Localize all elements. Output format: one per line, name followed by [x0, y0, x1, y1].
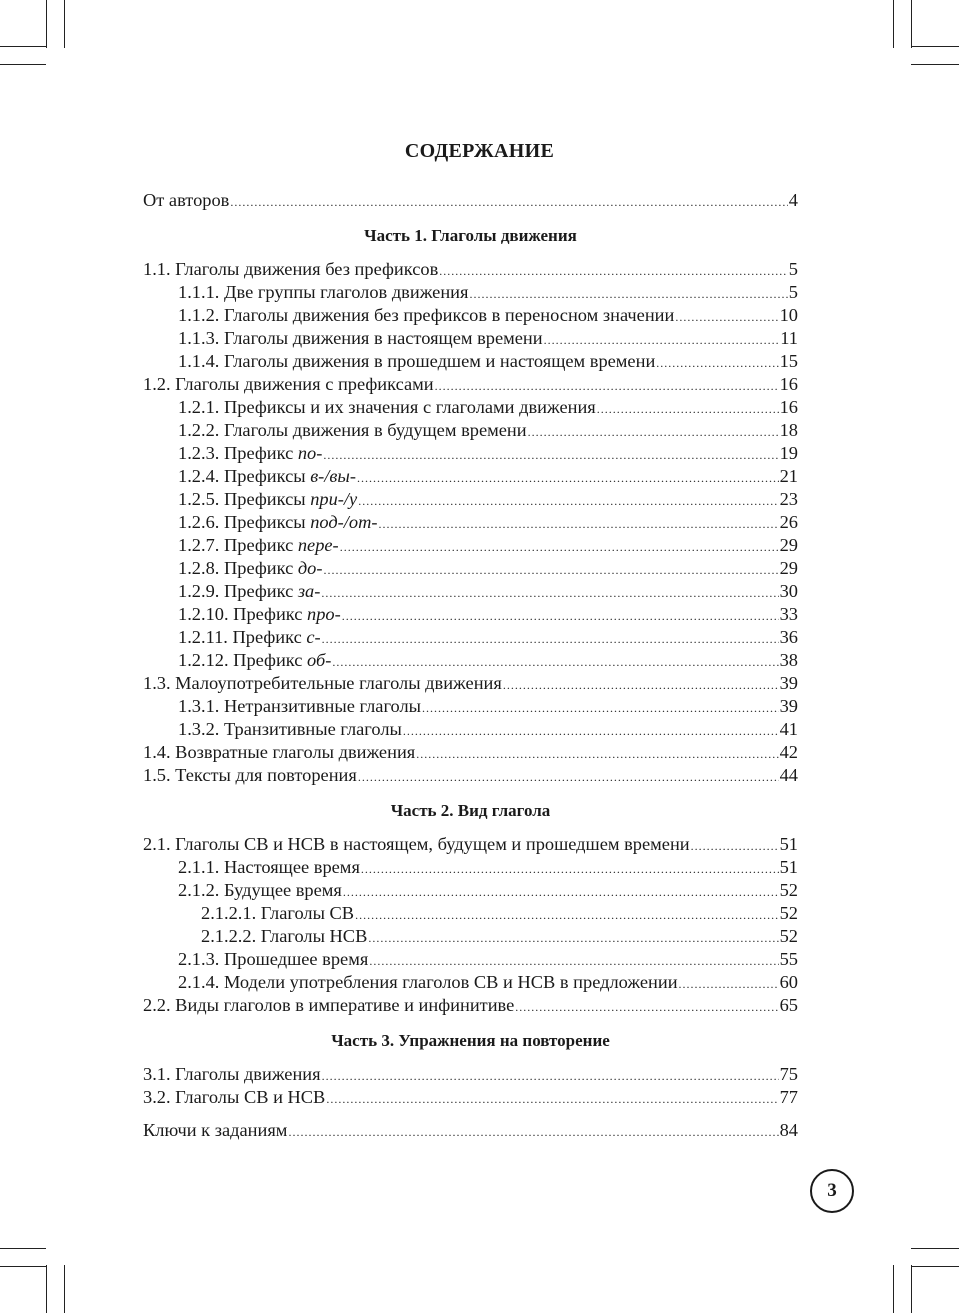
toc-page-number: 10 [779, 305, 798, 325]
dot-leader [230, 191, 787, 214]
toc-page-number: 5 [788, 282, 798, 302]
dot-leader [355, 904, 779, 927]
toc-entry-label: 3.2. Глаголы СВ и НСВ [143, 1087, 326, 1107]
toc-page-number: 36 [779, 627, 798, 647]
dot-leader [597, 398, 779, 421]
toc-entry[interactable] [143, 603, 798, 626]
dot-leader [340, 536, 779, 559]
toc-entry[interactable] [143, 189, 798, 212]
toc-page-number: 60 [779, 972, 798, 992]
toc-entry-label: 1.2. Глаголы движения с префиксами [143, 374, 434, 394]
toc-page-number: 19 [779, 443, 798, 463]
toc-page-number: 33 [779, 604, 798, 624]
dot-leader [369, 950, 778, 973]
toc-entry-label: 1.1.1. Две группы глаголов движения [178, 282, 469, 302]
toc-entry[interactable] [143, 396, 798, 419]
dot-leader [515, 996, 778, 1019]
dot-leader [416, 743, 778, 766]
dot-leader [323, 444, 778, 467]
toc-page-number: 39 [779, 673, 798, 693]
toc-entry-label: 1.3.1. Нетранзитивные глаголы [178, 696, 422, 716]
toc-entry-label: 1.2.4. Префиксы в-/вы- [178, 466, 356, 486]
toc-entry-label: 2.1.2. Будущее время [178, 880, 342, 900]
dot-leader [675, 306, 778, 329]
toc-entry[interactable] [143, 764, 798, 787]
toc-page-number: 21 [779, 466, 798, 486]
part-heading: Часть 3. Упражнения на повторение [331, 1031, 610, 1050]
toc-entry[interactable] [143, 672, 798, 695]
toc-page-number: 30 [779, 581, 798, 601]
toc-entry-label: 1.1.4. Глаголы движения в прошедшем и настоящем времени [178, 351, 656, 371]
toc-page-number: 18 [779, 420, 798, 440]
dot-leader [679, 973, 779, 996]
toc-entry-label: 1.1.3. Глаголы движения в настоящем времени [178, 328, 543, 348]
dot-leader [322, 628, 779, 651]
toc-entry-label: 1.5. Тексты для повторения [143, 765, 357, 785]
toc-entry[interactable] [143, 1119, 798, 1142]
toc-entry-label: 2.1.2.2. Глаголы НСВ [201, 926, 368, 946]
toc-entry-label: 1.3.2. Транзитивные глаголы [178, 719, 402, 739]
toc-entry[interactable] [143, 557, 798, 580]
toc-page-number: 51 [779, 857, 798, 877]
toc-page-number: 15 [779, 351, 798, 371]
prefix-italic: за- [297, 581, 321, 601]
toc-entry-label: 1.2.1. Префиксы и их значения с глаголами движения [178, 397, 596, 417]
toc-page-number: 5 [788, 259, 798, 279]
toc-entry-label: 1.2.3. Префикс по- [178, 443, 323, 463]
toc-entry[interactable] [143, 994, 798, 1017]
toc-page-number: 42 [779, 742, 798, 762]
dot-leader [503, 674, 779, 697]
toc-entry[interactable] [143, 879, 798, 902]
prefix-italic: по- [297, 443, 323, 463]
toc-page-number: 11 [780, 328, 798, 348]
toc-entry-label: 1.4. Возвратные глаголы движения [143, 742, 416, 762]
toc-entry[interactable] [143, 741, 798, 764]
toc-page-number: 38 [779, 650, 798, 670]
toc-entry[interactable] [143, 465, 798, 488]
toc-entry-label: 2.2. Виды глаголов в императиве и инфинитиве [143, 995, 515, 1015]
toc-entry[interactable] [143, 695, 798, 718]
toc-page-number: 44 [779, 765, 798, 785]
toc-entry[interactable] [143, 856, 798, 879]
page-title: СОДЕРЖАНИЕ [404, 140, 555, 162]
toc-entry-label: 1.1.2. Глаголы движения без префиксов в переносном значении [178, 305, 675, 325]
dot-leader [544, 329, 780, 352]
dot-leader [422, 697, 779, 720]
dot-leader [321, 582, 778, 605]
toc-entry-label: 2.1.2.1. Глаголы СВ [201, 903, 355, 923]
toc-page-number: 84 [779, 1120, 798, 1140]
dot-leader [326, 1088, 778, 1111]
toc-entry-label: 1.2.12. Префикс об- [178, 650, 332, 670]
toc-entry[interactable] [143, 534, 798, 557]
prefix-italic: про- [307, 604, 341, 624]
toc-entry[interactable] [143, 925, 798, 948]
toc-page-number: 75 [779, 1064, 798, 1084]
toc-entry-label: 1.2.2. Глаголы движения в будущем времени [178, 420, 527, 440]
dot-leader [358, 766, 779, 789]
dot-leader [469, 283, 787, 306]
toc-page-number: 55 [779, 949, 798, 969]
prefix-italic: в-/вы- [310, 466, 356, 486]
table-of-contents [143, 189, 798, 1142]
toc-page-number: 29 [779, 535, 798, 555]
toc-page-number: 52 [779, 926, 798, 946]
toc-page-number: 4 [788, 190, 798, 210]
dot-leader [322, 1065, 779, 1088]
toc-entry-label: 1.2.10. Префикс про- [178, 604, 341, 624]
toc-entry[interactable] [143, 948, 798, 971]
toc-entry-label: От авторов [143, 190, 230, 210]
dot-leader [656, 352, 778, 375]
toc-page-number: 65 [779, 995, 798, 1015]
toc-entry-label: 1.1. Глаголы движения без префиксов [143, 259, 439, 279]
toc-page-number: 26 [779, 512, 798, 532]
dot-leader [358, 490, 778, 513]
dot-leader [288, 1121, 778, 1144]
dot-leader [379, 513, 779, 536]
toc-entry[interactable] [143, 718, 798, 741]
dot-leader [357, 467, 779, 490]
dot-leader [528, 421, 779, 444]
toc-entry-label: 1.3. Малоупотребительные глаголы движения [143, 673, 502, 693]
page-number: 3 [810, 1169, 854, 1213]
toc-entry[interactable] [143, 442, 798, 465]
toc-entry-label: 1.2.6. Префиксы под-/от- [178, 512, 378, 532]
toc-entry[interactable] [143, 511, 798, 534]
toc-page-number: 52 [779, 880, 798, 900]
toc-entry[interactable] [143, 971, 798, 994]
prefix-italic: под-/от- [310, 512, 378, 532]
toc-entry[interactable] [143, 1063, 798, 1086]
toc-page-number: 29 [779, 558, 798, 578]
toc-entry[interactable] [143, 626, 798, 649]
prefix-italic: до- [297, 558, 323, 578]
toc-page-number: 51 [779, 834, 798, 854]
toc-entry-label: 3.1. Глаголы движения [143, 1064, 321, 1084]
toc-entry-label: 2.1.4. Модели употребления глаголов СВ и НСВ в предложении [178, 972, 678, 992]
toc-entry[interactable] [143, 488, 798, 511]
toc-entry[interactable] [143, 419, 798, 442]
toc-entry-label: 1.2.8. Префикс до- [178, 558, 323, 578]
dot-leader [323, 559, 778, 582]
dot-leader [343, 881, 779, 904]
toc-entry[interactable] [143, 258, 798, 281]
toc-page-number: 39 [779, 696, 798, 716]
part-heading: Часть 1. Глаголы движения [364, 226, 577, 245]
toc-entry-label: 2.1. Глаголы СВ и НСВ в настоящем, будущем и прошедшем времени [143, 834, 690, 854]
toc-entry-label: Ключи к заданиям [143, 1120, 288, 1140]
toc-entry[interactable] [143, 1086, 798, 1109]
toc-entry-label: 1.2.5. Префиксы при-/у [178, 489, 358, 509]
toc-entry[interactable] [143, 373, 798, 396]
toc-entry-label: 1.2.11. Префикс с- [178, 627, 321, 647]
dot-leader [439, 260, 788, 283]
dot-leader [342, 605, 779, 628]
prefix-italic: об- [307, 650, 332, 670]
dot-leader [403, 720, 779, 743]
toc-page-number: 52 [779, 903, 798, 923]
dot-leader [691, 835, 779, 858]
toc-entry[interactable] [143, 304, 798, 327]
dot-leader [368, 927, 778, 950]
toc-page-number: 23 [779, 489, 798, 509]
toc-entry[interactable] [143, 649, 798, 672]
toc-page-number: 16 [779, 374, 798, 394]
toc-page-number: 77 [779, 1087, 798, 1107]
prefix-italic: при-/у [310, 489, 358, 509]
prefix-italic: с- [306, 627, 321, 647]
dot-leader [361, 858, 779, 881]
toc-entry[interactable] [143, 327, 798, 350]
dot-leader [332, 651, 778, 674]
toc-entry[interactable] [143, 350, 798, 373]
toc-entry-label: 1.2.9. Префикс за- [178, 581, 321, 601]
toc-entry[interactable] [143, 833, 798, 856]
toc-entry-label: 2.1.1. Настоящее время [178, 857, 360, 877]
dot-leader [435, 375, 779, 398]
toc-page-number: 16 [779, 397, 798, 417]
toc-entry-label: 2.1.3. Прошедшее время [178, 949, 369, 969]
prefix-italic: пере- [297, 535, 339, 555]
toc-page-number: 41 [779, 719, 798, 739]
toc-entry[interactable] [143, 580, 798, 603]
part-heading: Часть 2. Вид глагола [390, 801, 551, 820]
toc-entry-label: 1.2.7. Префикс пере- [178, 535, 339, 555]
toc-entry[interactable] [143, 281, 798, 304]
toc-entry[interactable] [143, 902, 798, 925]
